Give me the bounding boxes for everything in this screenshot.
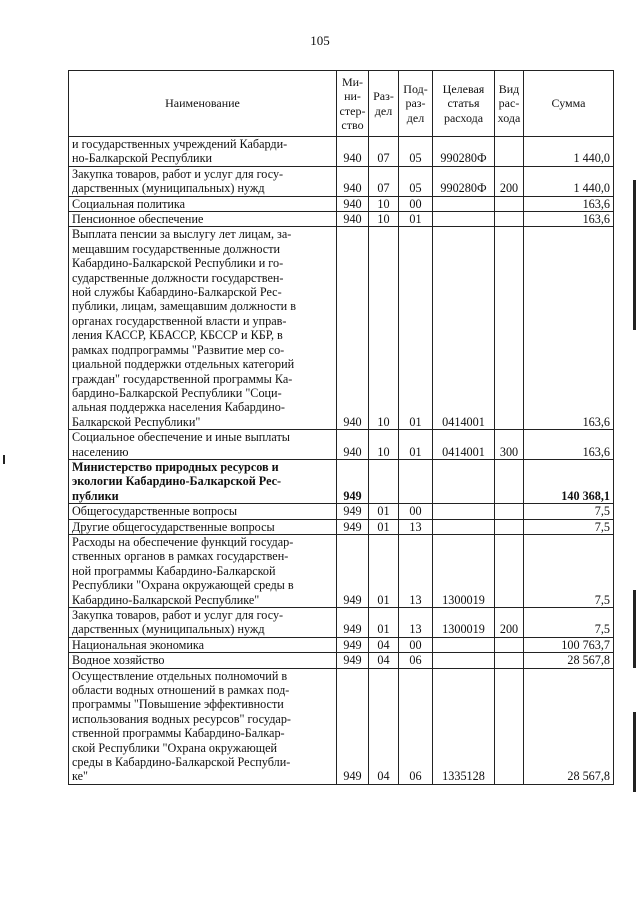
cell-amount: 28 567,8 [524, 653, 614, 668]
cell-section: 10 [369, 430, 399, 460]
cell-expense-type [495, 196, 524, 211]
cell-section: 04 [369, 637, 399, 652]
cell-target-article: 1300019 [433, 534, 495, 607]
cell-subsection: 00 [399, 504, 433, 519]
cell-subsection: 06 [399, 668, 433, 784]
cell-ministry: 940 [337, 196, 369, 211]
binding-mark-left [3, 455, 5, 464]
header-subsection: Под- раз- дел [399, 71, 433, 137]
cell-ministry: 949 [337, 608, 369, 638]
cell-subsection: 13 [399, 608, 433, 638]
cell-section: 07 [369, 137, 399, 167]
budget-table [68, 70, 614, 785]
header-expense-type: Вид рас- хода [495, 71, 524, 137]
cell-name: Социальное обеспечение и иные выплаты населению [69, 430, 337, 460]
cell-ministry: 949 [337, 637, 369, 652]
cell-amount: 163,6 [524, 430, 614, 460]
cell-name: Национальная экономика [69, 637, 337, 652]
cell-expense-type [495, 212, 524, 227]
cell-name: Выплата пенсии за выслугу лет лицам, за- мещавшим государственные должности Кабардино-Балкарской Республики и го- сударственные должности государствен- ной службы Кабардино-Балкарской Рес- публики, лицам, замещавшим должности в органах государственной власти и управ- ления КАССР, КБАССР, КБССР и КБР, в рамках подпрограммы "Развитие мер со- циальной поддержки отдельных категорий граждан" государственной программы Ка- бардино-Балкарской Республики "Соци- альная поддержка населения Кабардино- Балкарской Республики" [69, 227, 337, 430]
table-row [69, 196, 614, 211]
cell-section: 10 [369, 196, 399, 211]
cell-name: Расходы на обеспечение функций государ- ственных органов в рамках государствен- ной программы Кабардино-Балкарской Республики "Охрана окружающей среды в Кабардино-Балкарской Республике" [69, 534, 337, 607]
cell-amount: 7,5 [524, 519, 614, 534]
cell-section: 07 [369, 166, 399, 196]
cell-ministry: 940 [337, 166, 369, 196]
binding-mark-right-1 [633, 180, 636, 330]
table-row [69, 459, 614, 503]
cell-target-article: 990280Ф [433, 166, 495, 196]
cell-ministry: 940 [337, 227, 369, 430]
cell-ministry: 949 [337, 668, 369, 784]
cell-expense-type: 200 [495, 608, 524, 638]
cell-name: Пенсионное обеспечение [69, 212, 337, 227]
cell-section: 10 [369, 227, 399, 430]
cell-section: 04 [369, 668, 399, 784]
header-section: Раз- дел [369, 71, 399, 137]
cell-expense-type [495, 504, 524, 519]
cell-subsection: 13 [399, 519, 433, 534]
cell-ministry: 940 [337, 430, 369, 460]
cell-section: 04 [369, 653, 399, 668]
table-row [69, 166, 614, 196]
cell-name: и государственных учреждений Кабарди- но-Балкарской Республики [69, 137, 337, 167]
cell-section: 01 [369, 519, 399, 534]
cell-expense-type [495, 534, 524, 607]
cell-subsection: 00 [399, 637, 433, 652]
cell-ministry: 949 [337, 519, 369, 534]
cell-expense-type [495, 653, 524, 668]
binding-mark-right-3 [633, 712, 636, 792]
page-number: 105 [310, 33, 330, 48]
cell-subsection: 01 [399, 212, 433, 227]
cell-subsection: 01 [399, 430, 433, 460]
cell-ministry: 949 [337, 504, 369, 519]
cell-amount: 163,6 [524, 227, 614, 430]
cell-name: Общегосударственные вопросы [69, 504, 337, 519]
cell-expense-type [495, 519, 524, 534]
table-row [69, 653, 614, 668]
table-row [69, 227, 614, 430]
cell-target-article: 990280Ф [433, 137, 495, 167]
header-target-article: Целевая статья расхода [433, 71, 495, 137]
cell-amount: 163,6 [524, 196, 614, 211]
cell-expense-type [495, 137, 524, 167]
cell-target-article [433, 196, 495, 211]
cell-amount: 28 567,8 [524, 668, 614, 784]
cell-ministry: 940 [337, 137, 369, 167]
cell-section: 01 [369, 608, 399, 638]
table-row [69, 212, 614, 227]
cell-target-article: 1300019 [433, 608, 495, 638]
cell-subsection: 06 [399, 653, 433, 668]
table-row [69, 668, 614, 784]
table-row [69, 137, 614, 167]
cell-expense-type [495, 459, 524, 503]
cell-name: Осуществление отдельных полномочий в области водных отношений в рамках под- программы "Повышение эффективности использования водных ресурсов" государ- ственной программы Кабардино-Балкар- ской Республики "Охрана окружающей среды в Кабардино-Балкарской Республи- ке" [69, 668, 337, 784]
table-row [69, 534, 614, 607]
binding-mark-right-2 [633, 590, 636, 668]
cell-subsection: 05 [399, 137, 433, 167]
header-ministry: Ми- ни- стер- ство [337, 71, 369, 137]
cell-name: Другие общегосударственные вопросы [69, 519, 337, 534]
table-row [69, 430, 614, 460]
cell-amount: 100 763,7 [524, 637, 614, 652]
header-amount: Сумма [524, 71, 614, 137]
cell-subsection [399, 459, 433, 503]
cell-target-article [433, 504, 495, 519]
cell-target-article [433, 519, 495, 534]
cell-amount: 7,5 [524, 534, 614, 607]
cell-name: Министерство природных ресурсов и экологии Кабардино-Балкарской Рес- публики [69, 459, 337, 503]
table-header-row [69, 71, 614, 137]
cell-amount: 163,6 [524, 212, 614, 227]
cell-name: Закупка товаров, работ и услуг для госу- дарственных (муниципальных) нужд [69, 166, 337, 196]
cell-name: Закупка товаров, работ и услуг для госу- дарственных (муниципальных) нужд [69, 608, 337, 638]
cell-expense-type [495, 637, 524, 652]
cell-name: Социальная политика [69, 196, 337, 211]
table-row [69, 504, 614, 519]
cell-amount: 7,5 [524, 608, 614, 638]
cell-section: 01 [369, 534, 399, 607]
cell-target-article [433, 653, 495, 668]
cell-amount: 7,5 [524, 504, 614, 519]
header-name: Наименование [69, 71, 337, 137]
cell-ministry: 940 [337, 212, 369, 227]
cell-amount: 1 440,0 [524, 137, 614, 167]
cell-ministry: 949 [337, 653, 369, 668]
cell-subsection: 05 [399, 166, 433, 196]
cell-name: Водное хозяйство [69, 653, 337, 668]
cell-expense-type [495, 227, 524, 430]
table-row [69, 637, 614, 652]
cell-expense-type [495, 668, 524, 784]
cell-ministry: 949 [337, 534, 369, 607]
cell-amount: 140 368,1 [524, 459, 614, 503]
cell-target-article [433, 212, 495, 227]
table-row [69, 519, 614, 534]
cell-section [369, 459, 399, 503]
cell-subsection: 00 [399, 196, 433, 211]
table-row [69, 608, 614, 638]
cell-section: 01 [369, 504, 399, 519]
cell-subsection: 01 [399, 227, 433, 430]
cell-expense-type: 300 [495, 430, 524, 460]
cell-expense-type: 200 [495, 166, 524, 196]
cell-target-article: 0414001 [433, 430, 495, 460]
cell-target-article [433, 637, 495, 652]
cell-section: 10 [369, 212, 399, 227]
cell-target-article: 1335128 [433, 668, 495, 784]
cell-subsection: 13 [399, 534, 433, 607]
cell-target-article [433, 459, 495, 503]
cell-target-article: 0414001 [433, 227, 495, 430]
cell-ministry: 949 [337, 459, 369, 503]
cell-amount: 1 440,0 [524, 166, 614, 196]
